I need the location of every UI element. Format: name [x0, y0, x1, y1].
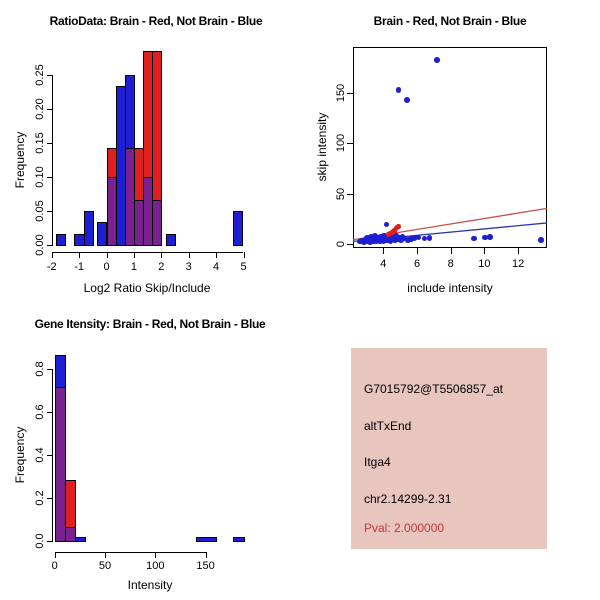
y-tick-label: 0.0: [34, 533, 46, 549]
y-tick: [47, 177, 53, 178]
hist-bar-segment: [56, 234, 66, 246]
scatter-ylabel: skip intensity: [315, 112, 329, 182]
y-tick-label: 0.6: [34, 404, 46, 420]
x-tick: [107, 252, 108, 258]
x-tick-label: 5: [240, 261, 247, 273]
x-tick-label: -1: [74, 261, 84, 273]
scatter-point-blue: [487, 234, 493, 240]
ratio-hist-xlabel: Log2 Ratio Skip/Include: [83, 281, 211, 295]
location-text: chr2.14299-2.31: [364, 492, 452, 506]
scatter-point-blue: [396, 87, 402, 93]
scatter-title: Brain - Red, Not Brain - Blue: [373, 14, 527, 28]
y-tick-label: 0.00: [34, 234, 46, 256]
y-tick-label: 0.25: [34, 64, 46, 86]
y-tick-label: 50: [335, 187, 347, 200]
x-tick: [155, 552, 156, 558]
y-tick: [47, 75, 53, 76]
y-axis-line: [52, 75, 53, 245]
x-tick-label: 8: [447, 258, 454, 270]
hist-bar-segment: [65, 480, 76, 528]
scatter-xlabel: include intensity: [407, 281, 493, 295]
gene-hist-title: Gene Itensity: Brain - Red, Not Brain - Blue: [34, 317, 266, 331]
x-tick-label: -2: [46, 261, 57, 273]
y-tick-label: 0: [335, 240, 347, 248]
gene-hist-xlabel: Intensity: [127, 578, 173, 592]
pval-text: Pval: 2.000000: [364, 521, 445, 535]
x-axis-line: [52, 252, 244, 253]
x-tick-label: 4: [213, 261, 220, 273]
x-tick-label: 0: [103, 261, 110, 273]
y-tick: [47, 369, 53, 370]
trend-lines: [353, 47, 547, 248]
probe-id-text: G7015792@T5506857_at: [364, 382, 503, 396]
hist-bar-segment: [196, 537, 217, 542]
x-tick-label: 100: [146, 560, 165, 572]
x-tick-label: 12: [511, 258, 525, 270]
x-tick: [105, 552, 106, 558]
x-tick: [79, 252, 80, 258]
x-tick: [161, 252, 162, 258]
y-tick-label: 0.2: [34, 490, 46, 506]
scatter-point-blue: [434, 57, 440, 63]
x-tick: [244, 252, 245, 258]
y-tick-label: 0.4: [34, 447, 46, 463]
scatter-point-blue: [538, 237, 544, 243]
x-tick: [518, 248, 519, 254]
hist-bar-segment: [152, 51, 162, 201]
y-tick-label: 0.05: [34, 200, 46, 222]
hist-bar-segment: [233, 211, 243, 246]
hist-bar-segment: [75, 537, 86, 542]
x-tick: [451, 248, 452, 254]
x-tick-label: 4: [380, 258, 387, 270]
y-tick-label: 100: [335, 134, 347, 153]
y-tick-label: 150: [335, 83, 347, 103]
hist-bar-segment: [125, 75, 135, 149]
ratio-hist-ylabel: Frequency: [13, 131, 27, 189]
x-tick-label: 10: [478, 258, 491, 270]
y-tick-label: 0.10: [34, 166, 46, 188]
x-tick: [52, 252, 53, 258]
event-type-text: altTxEnd: [364, 419, 412, 433]
gene-hist-ylabel: Frequency: [13, 426, 27, 484]
x-tick: [189, 252, 190, 258]
x-axis-line: [55, 552, 206, 553]
x-tick: [134, 252, 135, 258]
scatter-point-blue: [404, 97, 410, 103]
ratio-hist-title: RatioData: Brain - Red, Not Brain - Blue: [49, 14, 263, 28]
x-tick-label: 1: [130, 261, 137, 273]
x-tick-label: 150: [196, 560, 215, 572]
y-tick: [47, 245, 53, 246]
x-tick-label: 50: [98, 560, 112, 572]
y-tick: [47, 211, 53, 212]
y-tick-label: 0.8: [34, 361, 46, 377]
x-tick: [417, 248, 418, 254]
hist-bar-segment: [152, 200, 162, 246]
x-tick-label: 2: [158, 261, 165, 273]
hist-bar-segment: [166, 234, 176, 246]
x-tick: [55, 552, 56, 558]
x-tick: [206, 552, 207, 558]
x-tick: [216, 252, 217, 258]
y-tick-label: 0.15: [34, 132, 46, 154]
y-tick: [47, 455, 53, 456]
x-tick: [484, 248, 485, 254]
x-tick-label: 3: [185, 261, 192, 273]
y-tick: [47, 498, 53, 499]
x-tick: [383, 248, 384, 254]
x-tick-label: 0: [51, 560, 58, 572]
scatter-point-red: [396, 224, 400, 228]
y-tick: [47, 109, 53, 110]
y-tick-label: 0.20: [34, 98, 46, 120]
hist-bar-segment: [84, 211, 94, 246]
y-tick: [47, 143, 53, 144]
hist-bar-segment: [233, 537, 245, 542]
gene-name-text: Itga4: [364, 455, 391, 469]
y-tick: [47, 541, 53, 542]
x-tick-label: 6: [413, 258, 421, 270]
hist-bar-segment: [55, 355, 66, 389]
y-tick: [47, 412, 53, 413]
